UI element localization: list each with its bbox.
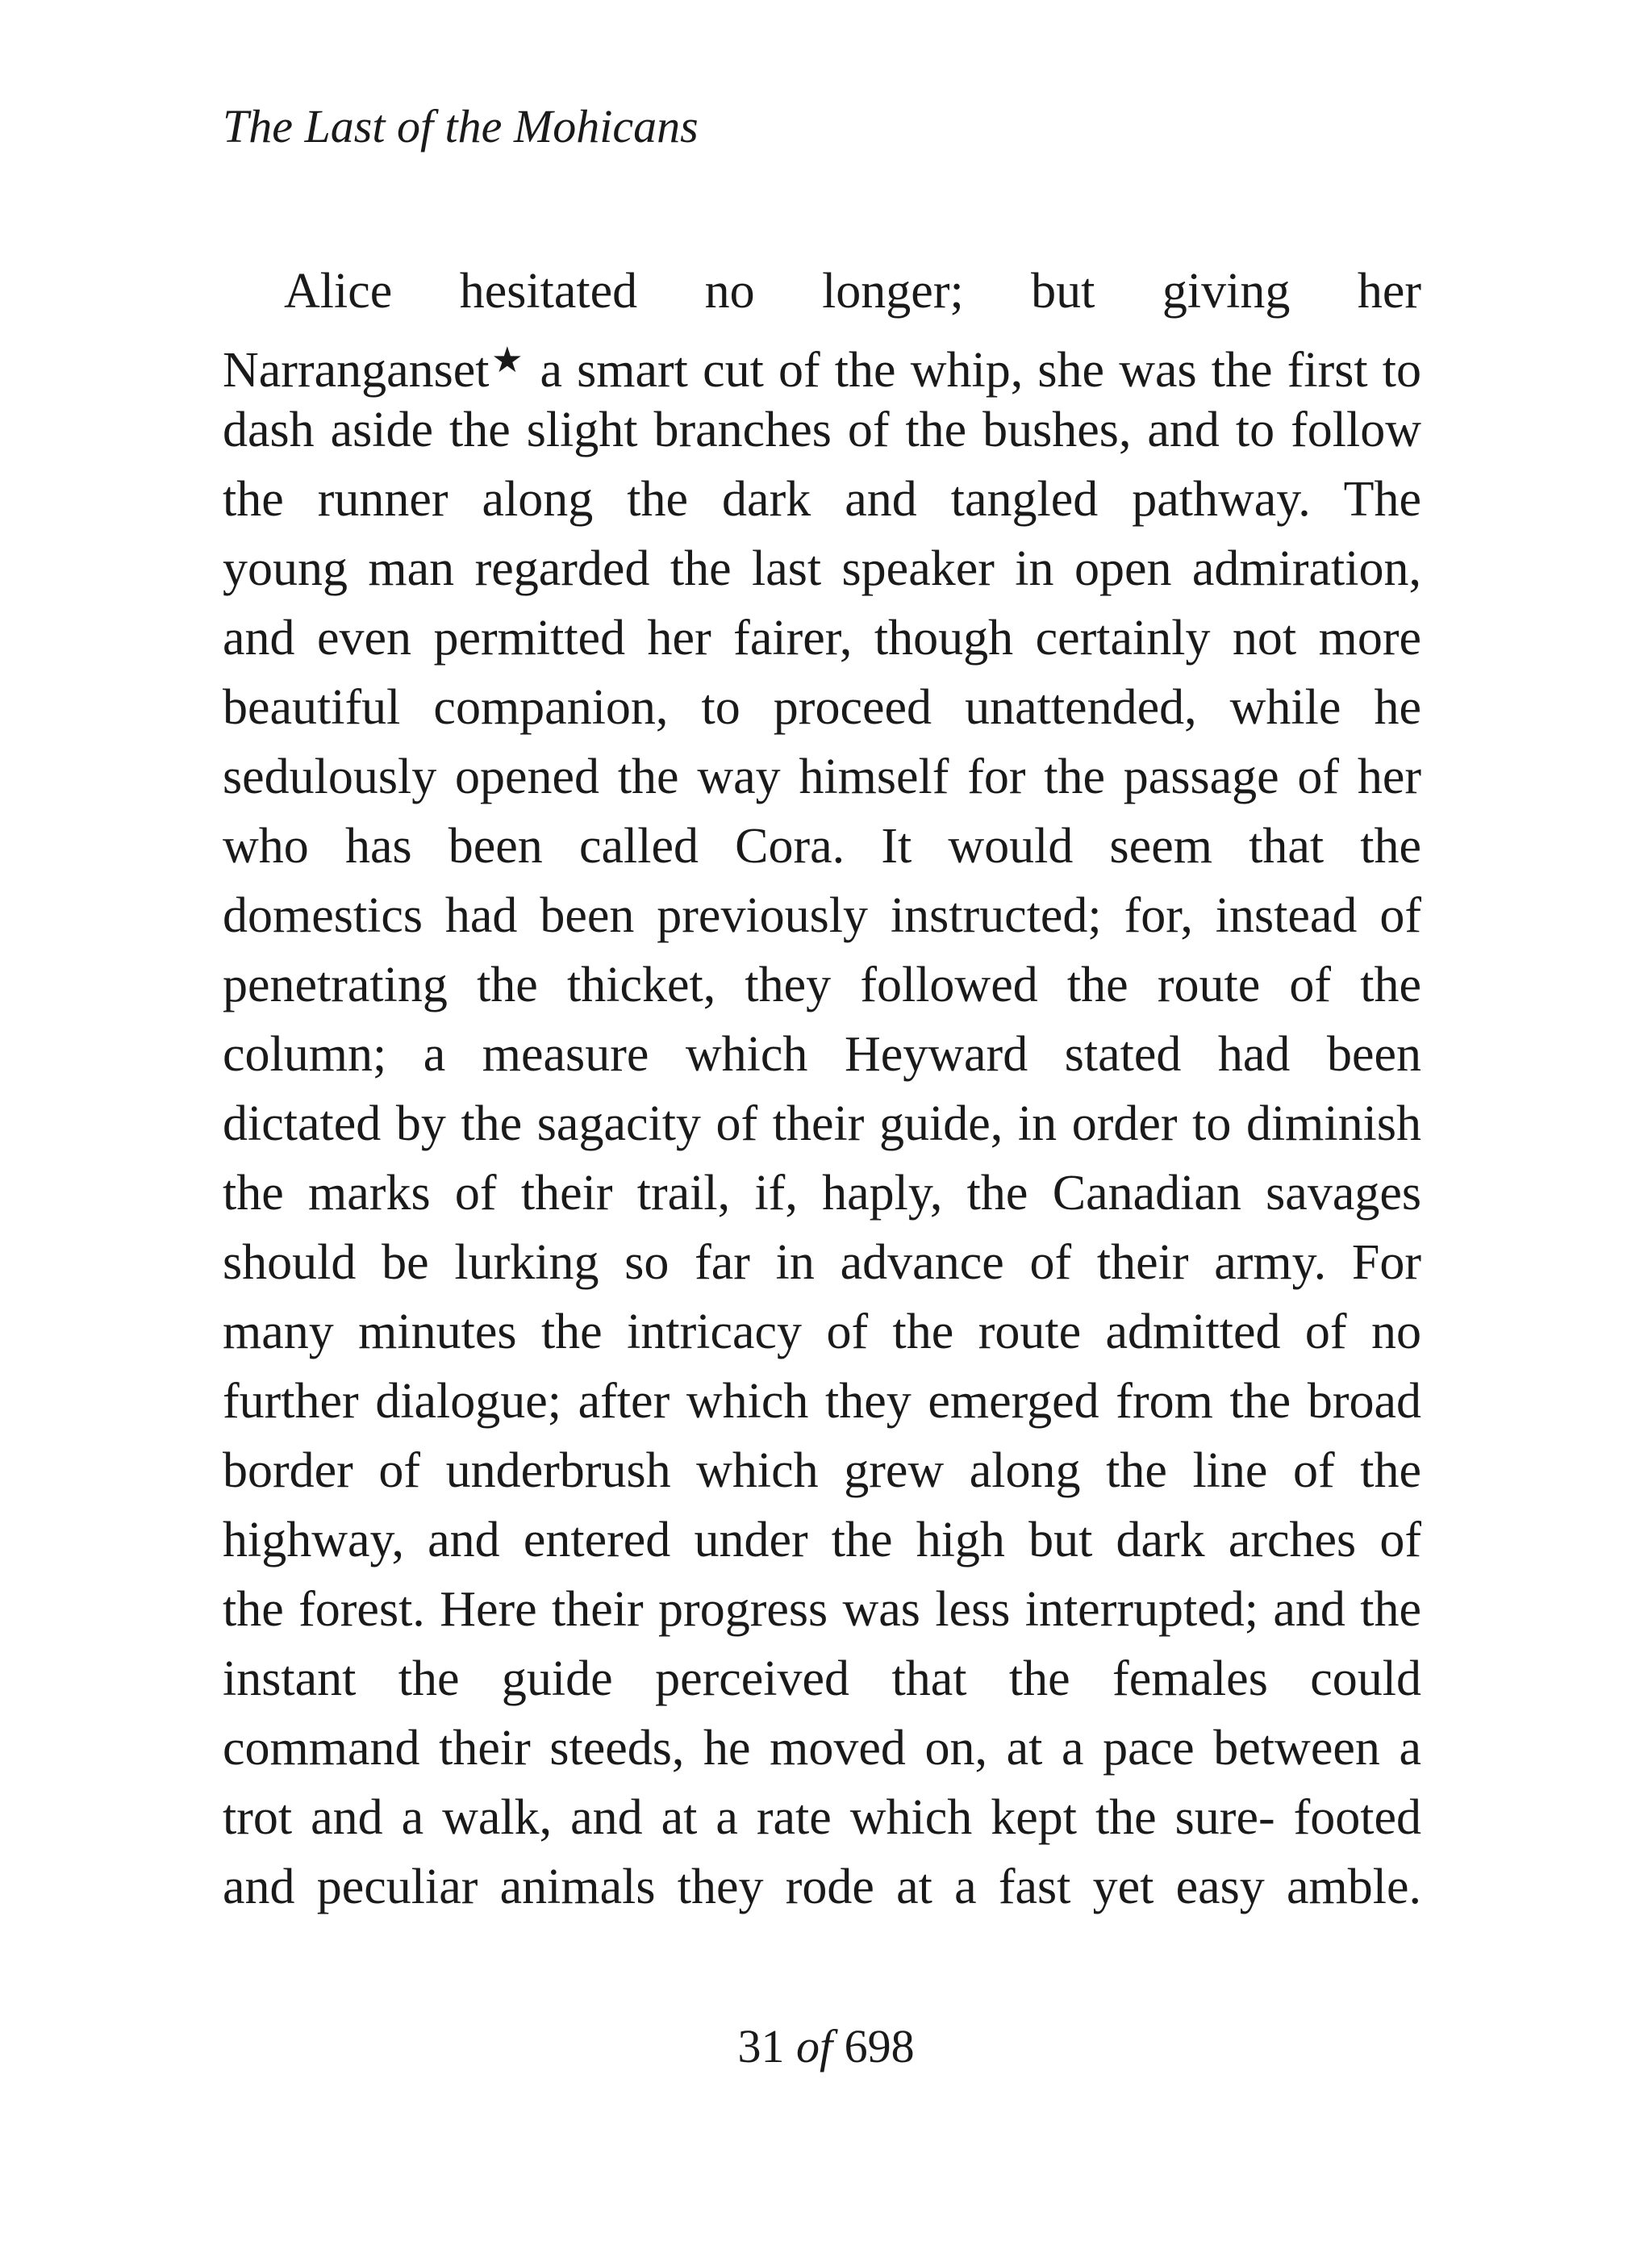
text-line: further dialogue; after which they emerged from the broad <box>223 1374 1421 1429</box>
text-line: trot and a walk, and at a rate which kept the sure- footed <box>223 1790 1421 1845</box>
text-line: and even permitted her fairer, though certainly not more <box>223 611 1421 666</box>
page-of-label: of <box>795 2020 833 2072</box>
running-header-title: The Last of the Mohicans <box>223 100 699 152</box>
text-line: should be lurking so far in advance of their army. For <box>223 1235 1421 1290</box>
text-line: Alice hesitated no longer; but giving her <box>284 264 1421 319</box>
page-number <box>0 2020 1652 2072</box>
text-line: the marks of their trail, if, haply, the Canadian savages <box>223 1166 1421 1221</box>
text-line: border of underbrush which grew along the line of the <box>223 1443 1421 1498</box>
text-line: who has been called Cora. It would seem that the <box>223 819 1421 874</box>
total-pages-number: 698 <box>844 2020 915 2072</box>
text-line: highway, and entered under the high but dark arches of <box>223 1513 1421 1567</box>
text-line: dash aside the slight branches of the bushes, and to follow <box>223 403 1421 457</box>
text-line: young man regarded the last speaker in open admiration, <box>223 541 1421 596</box>
text-line: and peculiar animals they rode at a fast yet easy amble. <box>223 1860 1421 1914</box>
text-line: sedulously opened the way himself for the passage of her <box>223 749 1421 804</box>
text-line: many minutes the intricacy of the route admitted of no <box>223 1304 1421 1359</box>
text-fragment: a smart cut of the whip, she was the first to <box>540 343 1421 398</box>
text-line: column; a measure which Heyward stated had been <box>223 1027 1421 1082</box>
text-line: instant the guide perceived that the females could <box>223 1651 1421 1706</box>
text-line: command their steeds, he moved on, at a pace between a <box>223 1721 1421 1776</box>
text-line: the forest. Here their progress was less interrupted; and the <box>223 1582 1421 1637</box>
footnote-star-marker[interactable]: ★ <box>489 340 526 380</box>
text-line: penetrating the thicket, they followed the route of the <box>223 958 1421 1012</box>
text-line: dictated by the sagacity of their guide, in order to diminish <box>223 1096 1421 1151</box>
text-line: domestics had been previously instructed; for, instead of <box>223 888 1421 943</box>
text-fragment: Narranganset <box>223 343 490 398</box>
text-line <box>223 326 1421 398</box>
current-page-number: 31 <box>737 2020 785 2072</box>
text-line: beautiful companion, to proceed unattended, while he <box>223 680 1421 735</box>
text-line: the runner along the dark and tangled pathway. The <box>223 472 1421 527</box>
body-paragraph <box>223 257 1421 1922</box>
